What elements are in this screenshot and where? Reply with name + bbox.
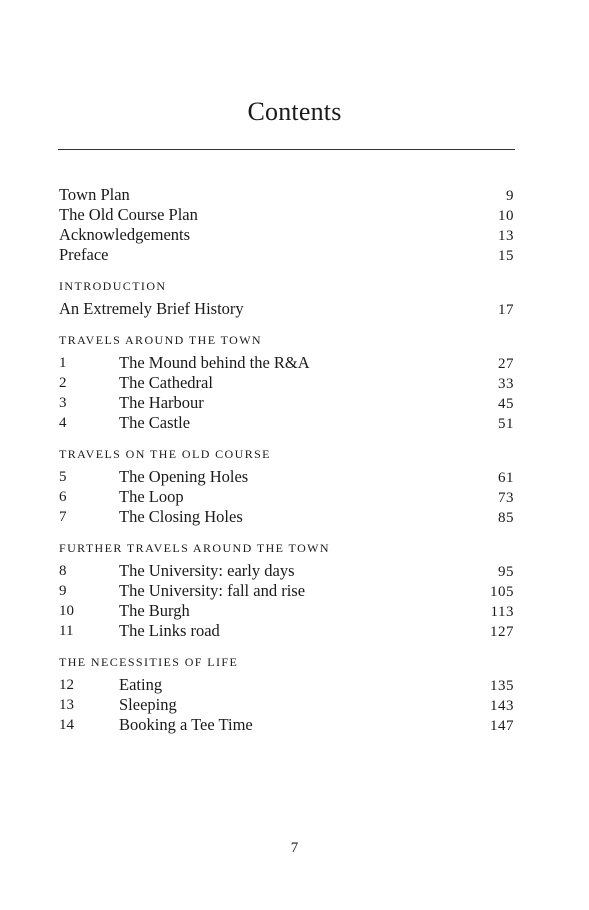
toc-entry-title: The Closing Holes: [119, 507, 243, 526]
chapter-number: 14: [59, 717, 74, 733]
toc-entry-page: 17: [498, 302, 514, 318]
chapter-number: 11: [59, 623, 74, 639]
section-further-travels-around-the-town: [59, 541, 514, 641]
toc-entry-title: The Opening Holes: [119, 467, 249, 486]
toc-entry[interactable]: [59, 299, 514, 319]
toc-entry-page: 15: [498, 248, 514, 264]
toc-entry-title: The Old Course Plan: [59, 205, 198, 224]
toc-entry[interactable]: [59, 467, 514, 487]
toc-entry-page: 27: [498, 356, 514, 372]
chapter-number: 8: [59, 563, 67, 579]
toc-entry-page: 135: [490, 678, 514, 694]
chapter-number: 6: [59, 489, 67, 505]
toc-entry-page: 105: [490, 584, 514, 600]
toc-entry-title: The Burgh: [119, 601, 190, 620]
toc-entry-title: The Mound behind the R&A: [119, 353, 310, 372]
toc-entry-page: 113: [490, 604, 514, 620]
toc-entry-page: 85: [498, 510, 514, 526]
toc-entry[interactable]: [59, 675, 514, 695]
chapter-number: 5: [59, 469, 67, 485]
chapter-number: 3: [59, 395, 67, 411]
toc-entry-title: The Cathedral: [119, 373, 213, 392]
toc-entry-page: 127: [490, 624, 514, 640]
toc-entry[interactable]: [59, 487, 514, 507]
toc-entry-title: Booking a Tee Time: [119, 715, 253, 734]
toc-entry[interactable]: [59, 695, 514, 715]
section-heading: THE NECESSITIES OF LIFE: [59, 655, 239, 669]
chapter-number: 12: [59, 677, 74, 693]
toc-entry[interactable]: [59, 353, 514, 373]
section-heading: TRAVELS ON THE OLD COURSE: [59, 447, 271, 461]
toc-entry[interactable]: [59, 507, 514, 527]
toc-entry-page: 33: [498, 376, 514, 392]
toc-entry-page: 147: [490, 718, 514, 734]
toc-entry-title: The Harbour: [119, 393, 204, 412]
section-the-necessities-of-life: [59, 655, 514, 735]
toc-entry-title: The University: fall and rise: [119, 581, 306, 600]
toc-entry[interactable]: [59, 413, 514, 433]
toc-entry[interactable]: [59, 601, 514, 621]
toc-entry-title: Eating: [119, 675, 163, 694]
toc-entry[interactable]: [59, 581, 514, 601]
toc-entry-title: Acknowledgements: [59, 225, 191, 244]
toc-entry-page: 61: [498, 470, 514, 486]
section-heading: TRAVELS AROUND THE TOWN: [59, 333, 262, 347]
section-heading: FURTHER TRAVELS AROUND THE TOWN: [59, 541, 330, 555]
toc-entry-title: The Castle: [119, 413, 191, 432]
toc-entry-title: The Links road: [119, 621, 220, 640]
title-rule: [58, 149, 515, 150]
toc-entry[interactable]: [59, 373, 514, 393]
toc-entry-title: Town Plan: [59, 185, 130, 204]
toc-entry-title: Sleeping: [119, 695, 177, 714]
toc-entry[interactable]: [59, 205, 514, 225]
section-heading: INTRODUCTION: [59, 279, 167, 293]
toc-entry-title: Preface: [59, 245, 109, 264]
section-introduction: [59, 279, 514, 319]
toc-entry[interactable]: [59, 225, 514, 245]
toc-entry-page: 10: [498, 208, 514, 224]
page-title: Contents: [247, 97, 342, 126]
toc-entry[interactable]: [59, 561, 514, 581]
chapter-number: 13: [59, 697, 74, 713]
toc-entry-page: 9: [506, 188, 514, 204]
toc-entry-title: An Extremely Brief History: [59, 299, 244, 318]
toc-entry[interactable]: [59, 185, 514, 205]
chapter-number: 9: [59, 583, 67, 599]
chapter-number: 1: [59, 355, 67, 371]
table-of-contents: [59, 185, 514, 749]
toc-entry-page: 51: [498, 416, 514, 432]
toc-entry-page: 73: [498, 490, 514, 506]
toc-entry[interactable]: [59, 621, 514, 641]
page-number: 7: [290, 840, 299, 856]
chapter-number: 7: [59, 509, 67, 525]
toc-entry-title: The Loop: [119, 487, 184, 506]
toc-entry[interactable]: [59, 245, 514, 265]
toc-entry-page: 13: [498, 228, 514, 244]
toc-entry-page: 95: [498, 564, 514, 580]
chapter-number: 10: [59, 603, 74, 619]
chapter-number: 2: [59, 375, 67, 391]
front-matter-section: [59, 185, 514, 265]
toc-entry-page: 143: [490, 698, 514, 714]
toc-entry[interactable]: [59, 715, 514, 735]
toc-entry[interactable]: [59, 393, 514, 413]
section-travels-around-the-town: [59, 333, 514, 433]
toc-entry-title: The University: early days: [119, 561, 295, 580]
section-travels-on-the-old-course: [59, 447, 514, 527]
chapter-number: 4: [59, 415, 67, 431]
toc-entry-page: 45: [498, 396, 514, 412]
